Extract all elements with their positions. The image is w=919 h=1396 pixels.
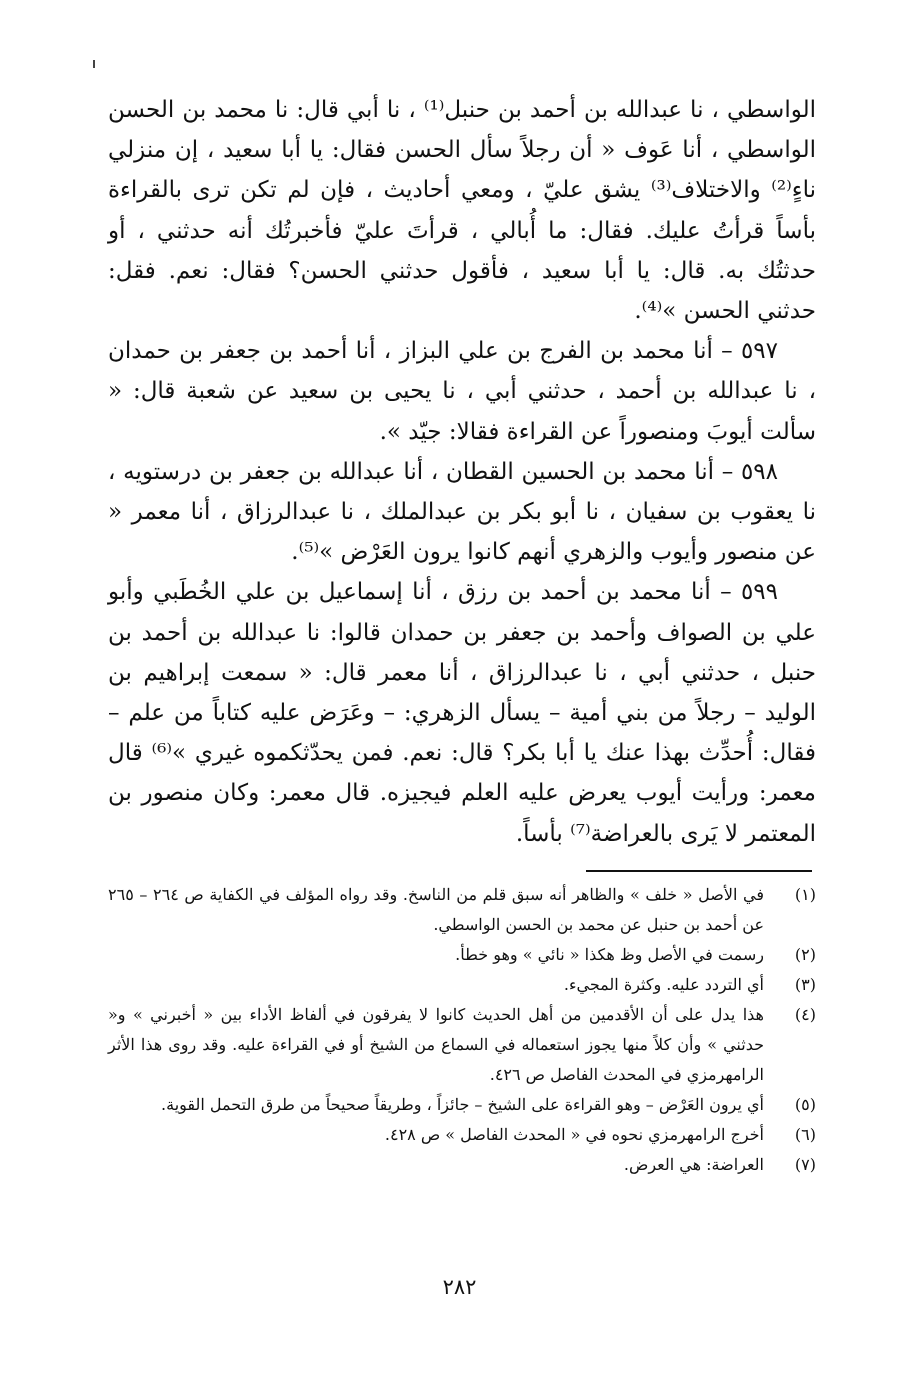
paragraph-598: ٥٩٨ – أنا محمد بن الحسين القطان ، أنا عبدالله بن جعفر بن درستويه ، نا يعقوب بن سفيان ، نا أبو بكر بن عبدالملك ، نا عبدالرزاق ، أنا معمر « عن منصور وأيوب والزهري أنهم كانوا يرون العَرْض »⁽⁵⁾. xyxy=(108,458,816,566)
footnote-1 xyxy=(108,880,816,940)
main-text xyxy=(108,90,816,854)
footnote-text: أخرج الرامهرمزي نحوه في « المحدث الفاصل » ص ٤٢٨. xyxy=(384,1125,764,1144)
footnote-number: (٣) xyxy=(794,975,816,994)
footnote-number: (١) xyxy=(794,885,816,904)
footnote-number: (٥) xyxy=(794,1095,816,1114)
footnote-number: (٤) xyxy=(794,1005,816,1024)
footnote-number: (٦) xyxy=(794,1125,816,1144)
footnote-separator xyxy=(586,870,812,872)
scan-mark xyxy=(93,60,95,68)
footnote-text: أي التردد عليه. وكثرة المجيء. xyxy=(563,975,764,994)
paragraph-597: ٥٩٧ – أنا محمد بن الفرج بن علي البزاز ، أنا أحمد بن جعفر بن حمدان ، نا عبدالله بن أحمد ، حدثني أبي ، نا يحيى بن سعيد عن شعبة قال: « سألت أيوبَ ومنصوراً عن القراءة فقالا: جيّد ». xyxy=(108,338,816,445)
footnote-7 xyxy=(108,1150,816,1180)
footnote-text: رسمت في الأصل وظ هكذا « نائي » وهو خطأ. xyxy=(455,945,764,964)
footnote-5 xyxy=(108,1090,816,1120)
footnote-number: (٢) xyxy=(794,945,816,964)
footnote-2 xyxy=(108,940,816,970)
paragraph-599: ٥٩٩ – أنا محمد بن أحمد بن رزق ، أنا إسماعيل بن علي الخُطَبي وأبو علي بن الصواف وأحمد بن جعفر بن حمدان قالوا: نا عبدالله بن أحمد بن حنبل ، حدثني أبي ، نا عبدالرزاق ، أنا معمر قال: « سمعت إبراهيم بن الوليد – رجلاً من بني أمية – يسأل الزهري: – وعَرَض عليه كتاباً من علم – فقال: أُحدِّث بهذا عنك يا أبا بكر؟ قال: نعم. فمن يحدّثكموه غيري »⁽⁶⁾ قال معمر: ورأيت أيوب يعرض عليه العلم فيجيزه. قال معمر: وكان منصور بن المعتمر لا يَرى بالعراضة⁽⁷⁾ بأساً. xyxy=(108,579,816,847)
paragraph-continuation: الواسطي ، نا عبدالله بن أحمد بن حنبل⁽¹⁾ ، نا أبي قال: نا محمد بن الحسن الواسطي ، أنا عَوف « أن رجلاً سأل الحسن فقال: يا أبا سعيد ، إن منزلي ناءٍ⁽²⁾ والاختلاف⁽³⁾ يشق عليّ ، ومعي أحاديث ، فإن لم تكن ترى بالقراءة بأساً قرأتُ عليك. فقال: ما أُبالي ، قرأتَ عليّ فأخبرتُك أنه حدثني ، أو حدثتُك به. قال: يا أبا سعيد ، فأقول حدثني الحسن؟ فقال: نعم. فقل: حدثني الحسن »⁽⁴⁾. xyxy=(108,97,816,325)
footnote-6 xyxy=(108,1120,816,1150)
footnote-number: (٧) xyxy=(794,1155,816,1174)
footnote-text: هذا يدل على أن الأقدمين من أهل الحديث كانوا لا يفرقون في ألفاظ الأداء بين « أخبرني » و« حدثني » وأن كلاً منها يجوز استعماله في السماع من الشيخ أو في القراءة عليه. وقد روى هذا الأثر الرامهرمزي في المحدث الفاصل ص ٤٢٦. xyxy=(108,1005,764,1084)
footnote-text: أي يرون العَرْض – وهو القراءة على الشيخ – جائزاً ، وطريقاً صحيحاً من طرق التحمل القوية. xyxy=(161,1095,764,1114)
footnote-3 xyxy=(108,970,816,1000)
footnotes xyxy=(108,880,816,1180)
footnote-text: في الأصل « خلف » والظاهر أنه سبق قلم من الناسخ. وقد رواه المؤلف في الكفاية ص ٢٦٤ – ٢٦٥ عن أحمد بن حنبل عن محمد بن الحسن الواسطي. xyxy=(108,885,765,934)
footnote-text: العراضة: هي العرض. xyxy=(623,1155,764,1174)
page-number: ٢٨٢ xyxy=(442,1275,477,1299)
footnote-4 xyxy=(108,1000,816,1090)
